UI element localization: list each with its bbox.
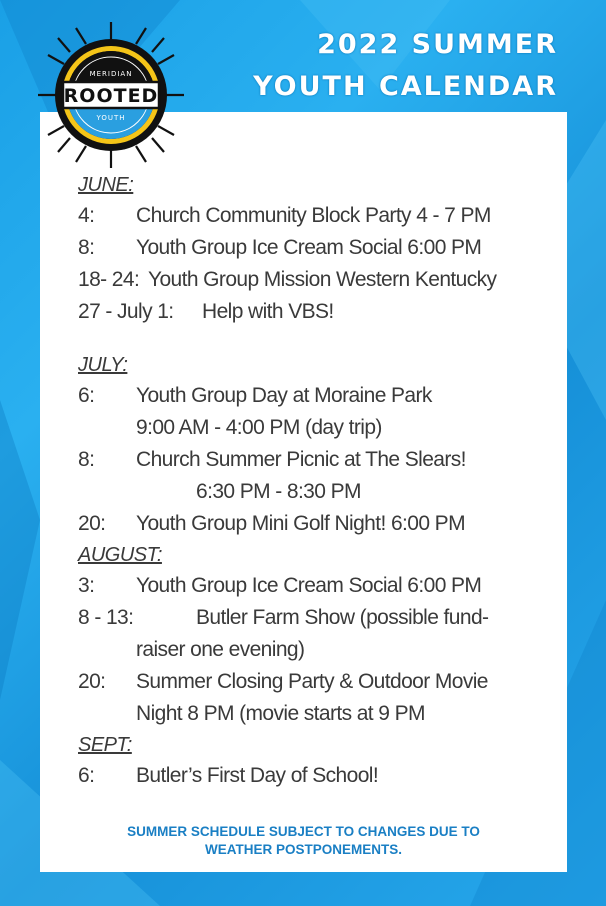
event-text: Summer Closing Party & Outdoor Movie [136,670,488,693]
event-text-continuation: Night 8 PM (movie starts at 9 PM [136,702,425,725]
event-row [78,200,548,232]
event-text-continuation: 9:00 AM - 4:00 PM (day trip) [136,416,382,439]
event-date: 6: [78,764,95,787]
event-date: 27 - July 1: [78,300,174,323]
event-continuation-row [78,476,548,508]
event-text: Butler’s First Day of School! [136,764,379,787]
event-date: 8 - 13: [78,606,134,629]
event-text: Youth Group Day at Moraine Park [136,384,432,407]
event-row [78,380,548,412]
event-date: 20: [78,670,106,693]
event-row [78,666,548,698]
event-continuation-row [78,412,548,444]
month-heading-june: JUNE: [78,174,134,196]
event-row [78,760,548,792]
event-row [78,296,548,328]
event-row [78,570,548,602]
event-text-continuation: raiser one evening) [136,638,305,661]
event-row [78,444,548,476]
month-heading-august: AUGUST: [78,544,162,566]
logo-main-text: ROOTED [63,85,159,107]
disclaimer-line-1: SUMMER SCHEDULE SUBJECT TO CHANGES DUE TO [127,824,480,839]
event-text: Butler Farm Show (possible fund- [196,606,489,629]
event-date: 4: [78,204,95,227]
event-date: 3: [78,574,95,597]
logo-top-text: MERIDIAN [89,70,133,78]
event-row [78,508,548,540]
event-text: Youth Group Ice Cream Social 6:00 PM [136,236,482,259]
event-date: 8: [78,236,95,259]
event-text: Help with VBS! [202,300,334,323]
event-date: 20: [78,512,106,535]
month-heading-sept: SEPT: [78,734,132,756]
month-heading-july: JULY: [78,354,128,376]
disclaimer-line-2: WEATHER POSTPONEMENTS. [204,842,402,857]
event-row [78,232,548,264]
poster-title [253,24,558,108]
event-text: Youth Group Mission Western Kentucky [148,268,497,291]
title-line-1: 2022 SUMMER [317,29,558,60]
event-date: 18- 24: [78,268,140,291]
schedule-disclaimer [40,823,567,859]
event-continuation-row [78,698,548,730]
logo-bottom-text: YOUTH [96,114,126,122]
event-text: Church Community Block Party 4 - 7 PM [136,204,491,227]
event-text: Church Summer Picnic at The Slears! [136,448,466,471]
event-row [78,264,548,296]
event-list [78,170,548,792]
event-date: 6: [78,384,95,407]
spacer [78,328,548,350]
event-date: 8: [78,448,95,471]
event-continuation-row [78,634,548,666]
title-line-2: YOUTH CALENDAR [253,71,558,102]
event-text: Youth Group Mini Golf Night! 6:00 PM [136,512,465,535]
event-row [78,602,548,634]
event-text: Youth Group Ice Cream Social 6:00 PM [136,574,482,597]
rooted-youth-logo [36,20,186,170]
event-text-continuation: 6:30 PM - 8:30 PM [196,480,361,503]
